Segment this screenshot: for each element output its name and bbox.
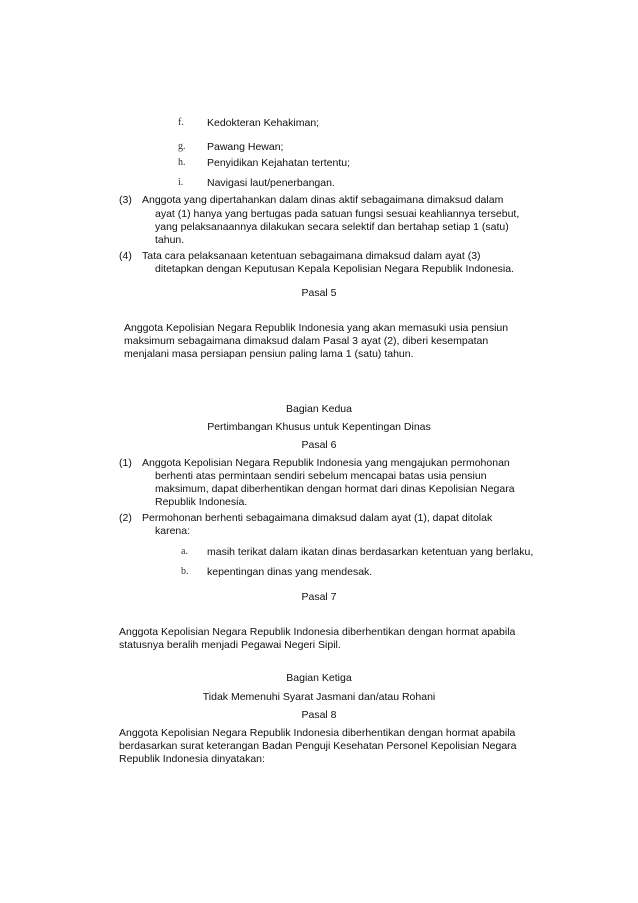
list-item-text: Penyidikan Kejahatan tertentu; [207, 157, 351, 169]
paragraph-line: yang pelaksanaannya dilakukan secara selektif dan bertahap setiap 1 (satu) [155, 221, 509, 233]
list-marker: i. [178, 177, 184, 188]
paragraph-number: (1) [119, 457, 132, 469]
paragraph-line: Anggota Kepolisian Negara Republik Indonesia yang akan memasuki usia pensiun [124, 322, 509, 334]
paragraph-line: Anggota yang dipertahankan dalam dinas aktif sebagaimana dimaksud dalam [142, 194, 504, 206]
list-marker: f. [178, 117, 184, 128]
paragraph-line: berdasarkan surat keterangan Badan Penguji Kesehatan Personel Kepolisian Negara [119, 740, 517, 752]
paragraph-line: Tata cara pelaksanaan ketentuan sebagaimana dimaksud dalam ayat (3) [142, 250, 481, 262]
paragraph-line: Republik Indonesia dinyatakan: [119, 753, 265, 765]
section-heading: Bagian Ketiga [286, 672, 352, 684]
paragraph-line: Anggota Kepolisian Negara Republik Indonesia yang mengajukan permohonan [142, 457, 510, 469]
pasal-heading: Pasal 6 [301, 439, 337, 451]
list-item-text: kepentingan dinas yang mendesak. [207, 566, 373, 578]
paragraph-line: tahun. [155, 234, 185, 246]
section-subtitle: Pertimbangan Khusus untuk Kepentingan Dinas [207, 421, 431, 433]
paragraph-line: Anggota Kepolisian Negara Republik Indonesia diberhentikan dengan hormat apabila [119, 626, 516, 638]
paragraph-line: ditetapkan dengan Keputusan Kepala Kepolisian Negara Republik Indonesia. [155, 263, 515, 275]
paragraph-line: Permohonan berhenti sebagaimana dimaksud dalam ayat (1), dapat ditolak [142, 512, 493, 524]
paragraph-line: menjalani masa persiapan pensiun paling lama 1 (satu) tahun. [124, 348, 414, 360]
paragraph-line: ayat (1) hanya yang bertugas pada satuan fungsi sesuai keahliannya tersebut, [155, 208, 520, 220]
list-marker: h. [178, 157, 186, 168]
paragraph-line: maksimum sebagaimana dimaksud dalam Pasal 3 ayat (2), diberi kesempatan [124, 335, 489, 347]
paragraph-line: karena: [155, 525, 191, 537]
list-marker: g. [178, 141, 186, 152]
paragraph-line: maksimum, dapat diberhentikan dengan hormat dari dinas Kepolisian Negara [155, 483, 515, 495]
section-heading: Bagian Kedua [286, 403, 352, 415]
paragraph-number: (2) [119, 512, 132, 524]
list-item-text: Kedokteran Kehakiman; [207, 117, 320, 129]
paragraph-line: berhenti atas permintaan sendiri sebelum mencapai batas usia pensiun [155, 470, 487, 482]
paragraph-number: (4) [119, 250, 132, 262]
paragraph-line: Anggota Kepolisian Negara Republik Indonesia diberhentikan dengan hormat apabila [119, 727, 516, 739]
pasal-heading: Pasal 7 [301, 591, 337, 603]
list-marker: a. [181, 546, 188, 557]
paragraph-number: (3) [119, 194, 132, 206]
list-item-text: Navigasi laut/penerbangan. [207, 177, 335, 189]
list-marker: b. [181, 566, 189, 577]
pasal-heading: Pasal 8 [301, 709, 337, 721]
paragraph-line: statusnya beralih menjadi Pegawai Negeri Sipil. [119, 639, 341, 651]
list-item-text: Pawang Hewan; [207, 141, 284, 153]
list-item-text: masih terikat dalam ikatan dinas berdasarkan ketentuan yang berlaku, [207, 546, 534, 558]
pasal-heading: Pasal 5 [301, 287, 337, 299]
section-subtitle: Tidak Memenuhi Syarat Jasmani dan/atau Rohani [202, 691, 436, 703]
paragraph-line: Republik Indonesia. [155, 496, 248, 508]
